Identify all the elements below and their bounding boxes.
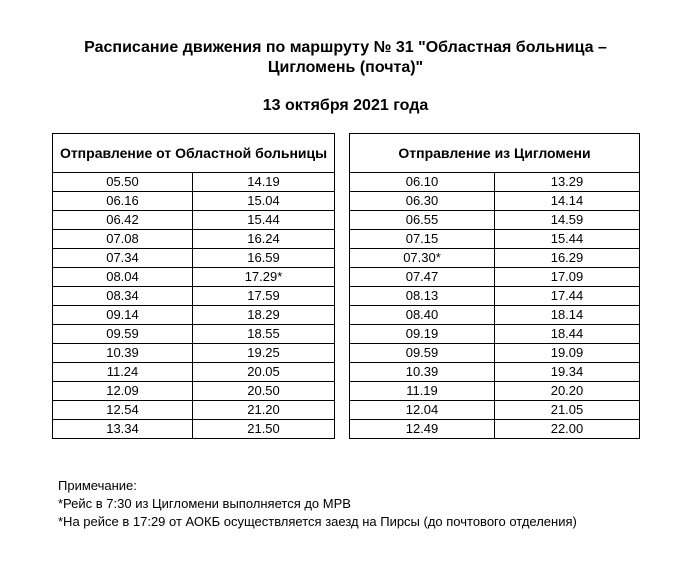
table-row bbox=[350, 306, 640, 325]
table-row bbox=[53, 420, 335, 439]
departure-time-cell: 21.05 bbox=[495, 401, 640, 420]
table-row bbox=[53, 230, 335, 249]
table-row bbox=[53, 363, 335, 382]
departure-time-cell: 07.34 bbox=[53, 249, 193, 268]
departure-time-cell: 16.29 bbox=[495, 249, 640, 268]
table-row bbox=[350, 211, 640, 230]
table-row bbox=[350, 382, 640, 401]
table-row bbox=[53, 344, 335, 363]
departure-time-cell: 13.34 bbox=[53, 420, 193, 439]
table-row bbox=[350, 192, 640, 211]
departure-time-cell: 07.08 bbox=[53, 230, 193, 249]
table-row bbox=[350, 230, 640, 249]
document-title-line-2: Цигломень (почта)" bbox=[267, 59, 424, 76]
table-row bbox=[53, 173, 335, 192]
departure-time-cell: 14.19 bbox=[193, 173, 335, 192]
table-row bbox=[53, 382, 335, 401]
departure-time-cell: 21.20 bbox=[193, 401, 335, 420]
table-row bbox=[350, 420, 640, 439]
departure-time-cell: 19.09 bbox=[495, 344, 640, 363]
departure-time-cell: 11.24 bbox=[53, 363, 193, 382]
departure-time-cell: 17.44 bbox=[495, 287, 640, 306]
table-heading: Отправление из Цигломени bbox=[350, 134, 640, 173]
document-title-line-1: Расписание движения по маршруту № 31 "Областная больница – bbox=[84, 39, 607, 56]
departure-time-cell: 09.19 bbox=[350, 325, 495, 344]
table-row bbox=[350, 363, 640, 382]
table-row bbox=[53, 268, 335, 287]
departure-time-cell: 19.25 bbox=[193, 344, 335, 363]
departure-time-cell: 15.04 bbox=[193, 192, 335, 211]
departure-time-cell: 22.00 bbox=[495, 420, 640, 439]
departure-time-cell: 08.40 bbox=[350, 306, 495, 325]
departure-time-cell: 21.50 bbox=[193, 420, 335, 439]
departure-time-cell: 07.15 bbox=[350, 230, 495, 249]
departure-time-cell: 06.10 bbox=[350, 173, 495, 192]
departure-time-cell: 08.04 bbox=[53, 268, 193, 287]
table-row bbox=[53, 211, 335, 230]
departure-time-cell: 06.42 bbox=[53, 211, 193, 230]
departure-time-cell: 14.14 bbox=[495, 192, 640, 211]
table-header-row bbox=[350, 134, 640, 173]
table-body bbox=[53, 173, 335, 439]
departure-time-cell: 12.54 bbox=[53, 401, 193, 420]
departure-time-cell: 09.14 bbox=[53, 306, 193, 325]
departure-time-cell: 18.55 bbox=[193, 325, 335, 344]
schedule-date: 13 октября 2021 года bbox=[262, 97, 429, 114]
departure-time-cell: 16.24 bbox=[193, 230, 335, 249]
departure-time-cell: 17.29* bbox=[193, 268, 335, 287]
departure-time-cell: 09.59 bbox=[350, 344, 495, 363]
departure-time-cell: 19.34 bbox=[495, 363, 640, 382]
departure-time-cell: 06.16 bbox=[53, 192, 193, 211]
table-row bbox=[350, 401, 640, 420]
departure-time-cell: 20.20 bbox=[495, 382, 640, 401]
table-row bbox=[53, 401, 335, 420]
departures-from-tsiglomen-table bbox=[349, 133, 640, 439]
table-row bbox=[350, 287, 640, 306]
departure-time-cell: 07.47 bbox=[350, 268, 495, 287]
table-header-row bbox=[53, 134, 335, 173]
table-row bbox=[53, 249, 335, 268]
departure-time-cell: 15.44 bbox=[193, 211, 335, 230]
departure-time-cell: 08.34 bbox=[53, 287, 193, 306]
departure-time-cell: 06.55 bbox=[350, 211, 495, 230]
departure-time-cell: 10.39 bbox=[350, 363, 495, 382]
departure-time-cell: 20.50 bbox=[193, 382, 335, 401]
departure-time-cell: 17.59 bbox=[193, 287, 335, 306]
departure-time-cell: 12.04 bbox=[350, 401, 495, 420]
notes-title: Примечание: bbox=[58, 478, 137, 493]
departure-time-cell: 12.09 bbox=[53, 382, 193, 401]
departure-time-cell: 20.05 bbox=[193, 363, 335, 382]
table-row bbox=[350, 249, 640, 268]
departure-time-cell: 10.39 bbox=[53, 344, 193, 363]
note-line: *На рейсе в 17:29 от АОКБ осуществляется заезд на Пирсы (до почтового отделения) bbox=[58, 514, 577, 529]
table-heading: Отправление от Областной больницы bbox=[53, 134, 335, 173]
departure-time-cell: 05.50 bbox=[53, 173, 193, 192]
departure-time-cell: 13.29 bbox=[495, 173, 640, 192]
departure-time-cell: 16.59 bbox=[193, 249, 335, 268]
note-line: *Рейс в 7:30 из Цигломени выполняется до МРВ bbox=[58, 496, 351, 511]
table-row bbox=[53, 325, 335, 344]
table-row bbox=[350, 325, 640, 344]
table-body bbox=[350, 173, 640, 439]
departure-time-cell: 18.14 bbox=[495, 306, 640, 325]
table-row bbox=[350, 344, 640, 363]
table-row bbox=[350, 268, 640, 287]
departure-time-cell: 08.13 bbox=[350, 287, 495, 306]
table-row bbox=[53, 287, 335, 306]
departures-from-hospital-table bbox=[52, 133, 335, 439]
departure-time-cell: 11.19 bbox=[350, 382, 495, 401]
departure-time-cell: 12.49 bbox=[350, 420, 495, 439]
departure-time-cell: 18.44 bbox=[495, 325, 640, 344]
departure-time-cell: 06.30 bbox=[350, 192, 495, 211]
table-row bbox=[53, 192, 335, 211]
table-row bbox=[53, 306, 335, 325]
departure-time-cell: 14.59 bbox=[495, 211, 640, 230]
departure-time-cell: 07.30* bbox=[350, 249, 495, 268]
departure-time-cell: 09.59 bbox=[53, 325, 193, 344]
departure-time-cell: 15.44 bbox=[495, 230, 640, 249]
departure-time-cell: 18.29 bbox=[193, 306, 335, 325]
departure-time-cell: 17.09 bbox=[495, 268, 640, 287]
table-row bbox=[350, 173, 640, 192]
